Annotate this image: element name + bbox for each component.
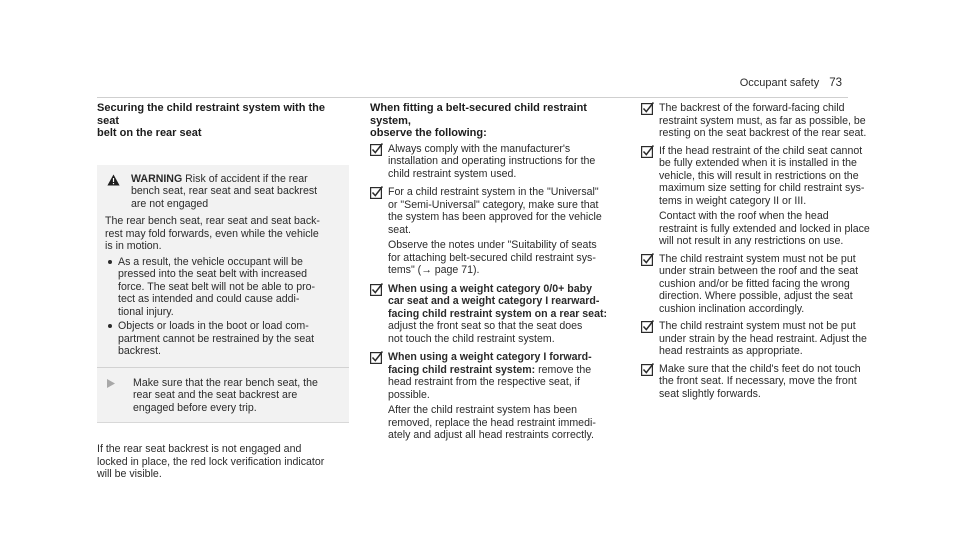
checkbox-check-icon [641,320,659,358]
checklist-item: For a child restraint system in the "Universal" or "Semi-Universal" category, make sure that the system has been approved for the vehicle seat. Observe the notes under "Suitability of seats for attaching belt-secured child restraint sys- tems" (→ page 71). [370,186,620,277]
checkbox-check-icon [370,143,388,181]
warning-triangle-icon [107,173,121,211]
page-number: 73 [829,77,842,89]
action-arrow-icon [105,377,133,415]
checklist-item: When using a weight category 0/0+ baby car seat and a weight category I rearward- facing child restraint system on a rear seat: adjust the front seat so that the seat does not touch the child restraint system. [370,283,620,346]
checklist-item: When using a weight category I forward- facing child restraint system: remove the head restraint from the respective seat, if possible. After the child restraint system has been removed, replace the head restraint immedi- ately and adjust all head restraints correctly. [370,351,620,442]
bullet-icon [108,324,112,328]
paragraph: If the rear seat backrest is not engaged and locked in place, the red lock verification indicator will be visible. [97,443,325,480]
checklist-item: If the head restraint of the child seat cannot be fully extended when it is installed in the vehicle, this will result in restrictions on the maximum size setting for child restraint sys- tems in weight category II or III. Contact with the roof when the head restraint is fully extended and locked in place will not result in any restrictions on use. [641,145,876,248]
checkbox-check-icon [641,145,659,248]
section-title: Occupant safety [739,77,820,89]
warning-text: is in motion. [105,240,162,252]
checkbox-check-icon [370,351,388,442]
checklist-item: The child restraint system must not be put under strain between the roof and the seat cushion and/or be fitted facing the wrong direction. Where possible, adjust the seat cushion inclination accordingly. [641,253,876,316]
checkbox-check-icon [641,253,659,316]
warning-text: rest may fold forwards, even while the vehicle [105,227,319,240]
divider [97,367,349,368]
checkbox-check-icon [641,363,659,401]
list-item: As a result, the vehicle occupant will be pressed into the seat belt with increased force. The seat belt will not be able to pro- tect as intended and could cause addi- tional injury. [105,256,341,319]
checklist-item: Always comply with the manufacturer's installation and operating instructions for the child restraint system used. [370,143,620,181]
checkbox-check-icon [370,186,388,277]
column-middle [370,102,620,442]
checkbox-check-icon [370,283,388,346]
column-right [641,102,876,400]
header-rule [97,97,848,98]
warning-title-line: are not engaged [131,197,209,210]
page-header [740,77,842,90]
checklist-item: Make sure that the child's feet do not touch the front seat. If necessary, move the front seat slightly forwards. [641,363,876,401]
action-text: Make sure that the rear bench seat, the [133,376,318,389]
action-text: rear seat and the seat backrest are [133,389,298,401]
warning-box [97,165,349,424]
warning-bullet-list [105,256,341,358]
section-heading: Securing the child restraint system with the seat belt on the rear seat [97,102,325,139]
section-heading: When fitting a belt-secured child restraint system, observe the following: [370,102,587,139]
bullet-icon [108,260,112,264]
column-left [97,102,349,481]
action-step [105,377,341,415]
checklist-item: The backrest of the forward-facing child restraint system must, as far as possible, be resting on the seat backrest of the rear seat. [641,102,876,140]
checklist-item: The child restraint system must not be put under strain by the head restraint. Adjust the head restraints as appropriate. [641,320,876,358]
list-item: Objects or loads in the boot or load com- partment cannot be restrained by the seat backrest. [105,320,341,358]
warning-title: WARNING Risk of accident if the rear [131,172,308,185]
warning-text: The rear bench seat, rear seat and seat back- [105,215,320,227]
checkbox-check-icon [641,102,659,140]
action-text: engaged before every trip. [133,401,257,414]
warning-title-line: bench seat, rear seat and seat backrest [131,185,318,197]
